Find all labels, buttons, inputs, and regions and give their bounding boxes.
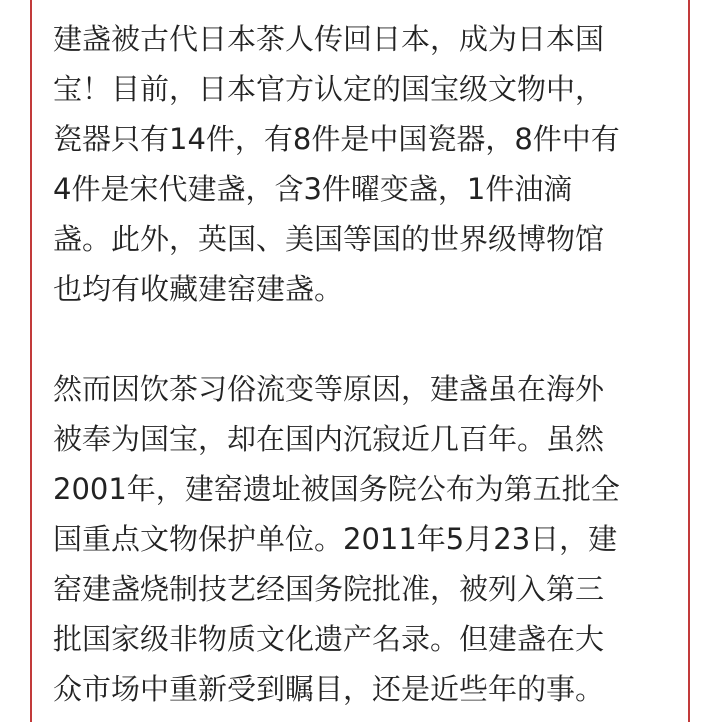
text-line: 国重点文物保护单位。2011年5月23日，建 bbox=[53, 522, 618, 556]
text-line: 窑建盏烧制技艺经国务院批准，被列入第三 bbox=[53, 572, 605, 606]
text-line: 2001年，建窑遗址被国务院公布为第五批全 bbox=[53, 472, 620, 506]
article-body bbox=[53, 14, 673, 714]
text-line: 批国家级非物质文化遗产名录。但建盏在大 bbox=[53, 622, 605, 656]
text-line: 瓷器只有14件，有8件是中国瓷器，8件中有 bbox=[53, 122, 620, 156]
left-border-line bbox=[30, 0, 32, 722]
paragraph-1 bbox=[53, 14, 673, 314]
text-line: 然而因饮茶习俗流变等原因，建盏虽在海外 bbox=[53, 372, 605, 406]
text-line: 被奉为国宝，却在国内沉寂近几百年。虽然 bbox=[53, 422, 605, 456]
right-border-line bbox=[688, 0, 690, 722]
text-line: 盏。此外，英国、美国等国的世界级博物馆 bbox=[53, 222, 605, 256]
text-line: 也均有收藏建窑建盏。 bbox=[53, 272, 344, 306]
text-line: 4件是宋代建盏，含3件曜变盏，1件油滴 bbox=[53, 172, 573, 206]
text-line: 众市场中重新受到瞩目，还是近些年的事。 bbox=[53, 672, 605, 706]
text-line: 宝！目前，日本官方认定的国宝级文物中， bbox=[53, 72, 605, 106]
paragraph-spacer bbox=[53, 314, 673, 364]
paragraph-2 bbox=[53, 364, 673, 714]
text-line: 建盏被古代日本茶人传回日本，成为日本国 bbox=[53, 22, 605, 56]
